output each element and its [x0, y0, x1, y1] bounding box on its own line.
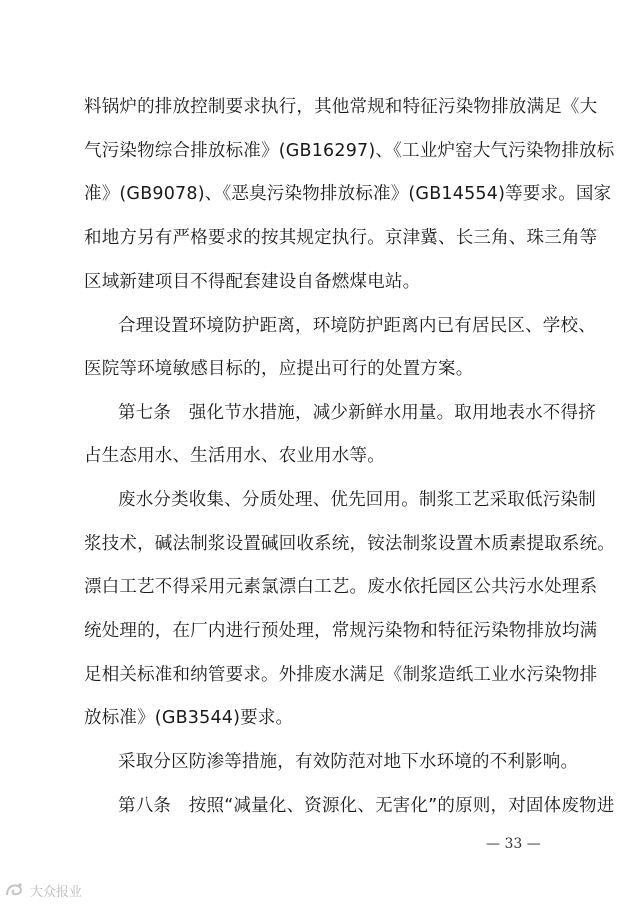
text-line: 采取分区防渗等措施，有效防范对地下水环境的不利影响。: [118, 752, 579, 772]
text-line: 合理设置环境防护距离，环境防护距离内已有居民区、学校、: [118, 316, 596, 336]
text-line: 足相关标准和纳管要求。外排废水满足《制浆造纸工业水污染物排: [84, 665, 598, 685]
text-line: 料锅炉的排放控制要求执行，其他常规和特征污染物排放满足《大: [84, 97, 598, 117]
watermark-text: 大众报业: [30, 884, 83, 900]
watermark-logo-icon: [4, 881, 26, 899]
text-line: 区域新建项目不得配套建设自备燃煤电站。: [84, 272, 421, 292]
text-line: 废水分类收集、分质处理、优先回用。制浆工艺采取低污染制: [118, 490, 596, 510]
text-line: 气污染物综合排放标准》(GB16297)、《工业炉窑大气污染物排放标: [84, 141, 615, 161]
watermark: [4, 880, 82, 900]
text-line: 放标准》(GB3544)要求。: [84, 708, 294, 728]
page-number: — 33 —: [486, 836, 541, 852]
text-line: 第八条 按照“减量化、资源化、无害化”的原则，对固体废物进: [118, 796, 615, 816]
text-line: 医院等环境敏感目标的，应提出可行的处置方案。: [84, 359, 474, 379]
text-line: 浆技术，碱法制浆设置碱回收系统，铵法制浆设置木质素提取系统。: [84, 534, 615, 554]
text-line: 占生态用水、生活用水、农业用水等。: [84, 446, 385, 466]
text-line: 统处理的，在厂内进行预处理，常规污染物和特征污染物排放均满: [84, 621, 598, 641]
text-line: 第七条 强化节水措施，减少新鲜水用量。取用地表水不得挤: [118, 403, 596, 423]
text-line: 和地方另有严格要求的按其规定执行。京津冀、长三角、珠三角等: [84, 228, 598, 248]
text-line: 漂白工艺不得采用元素氯漂白工艺。废水依托园区公共污水处理系: [84, 577, 598, 597]
text-line: 准》(GB9078)、《恶臭污染物排放标准》(GB14554)等要求。国家: [84, 184, 612, 204]
